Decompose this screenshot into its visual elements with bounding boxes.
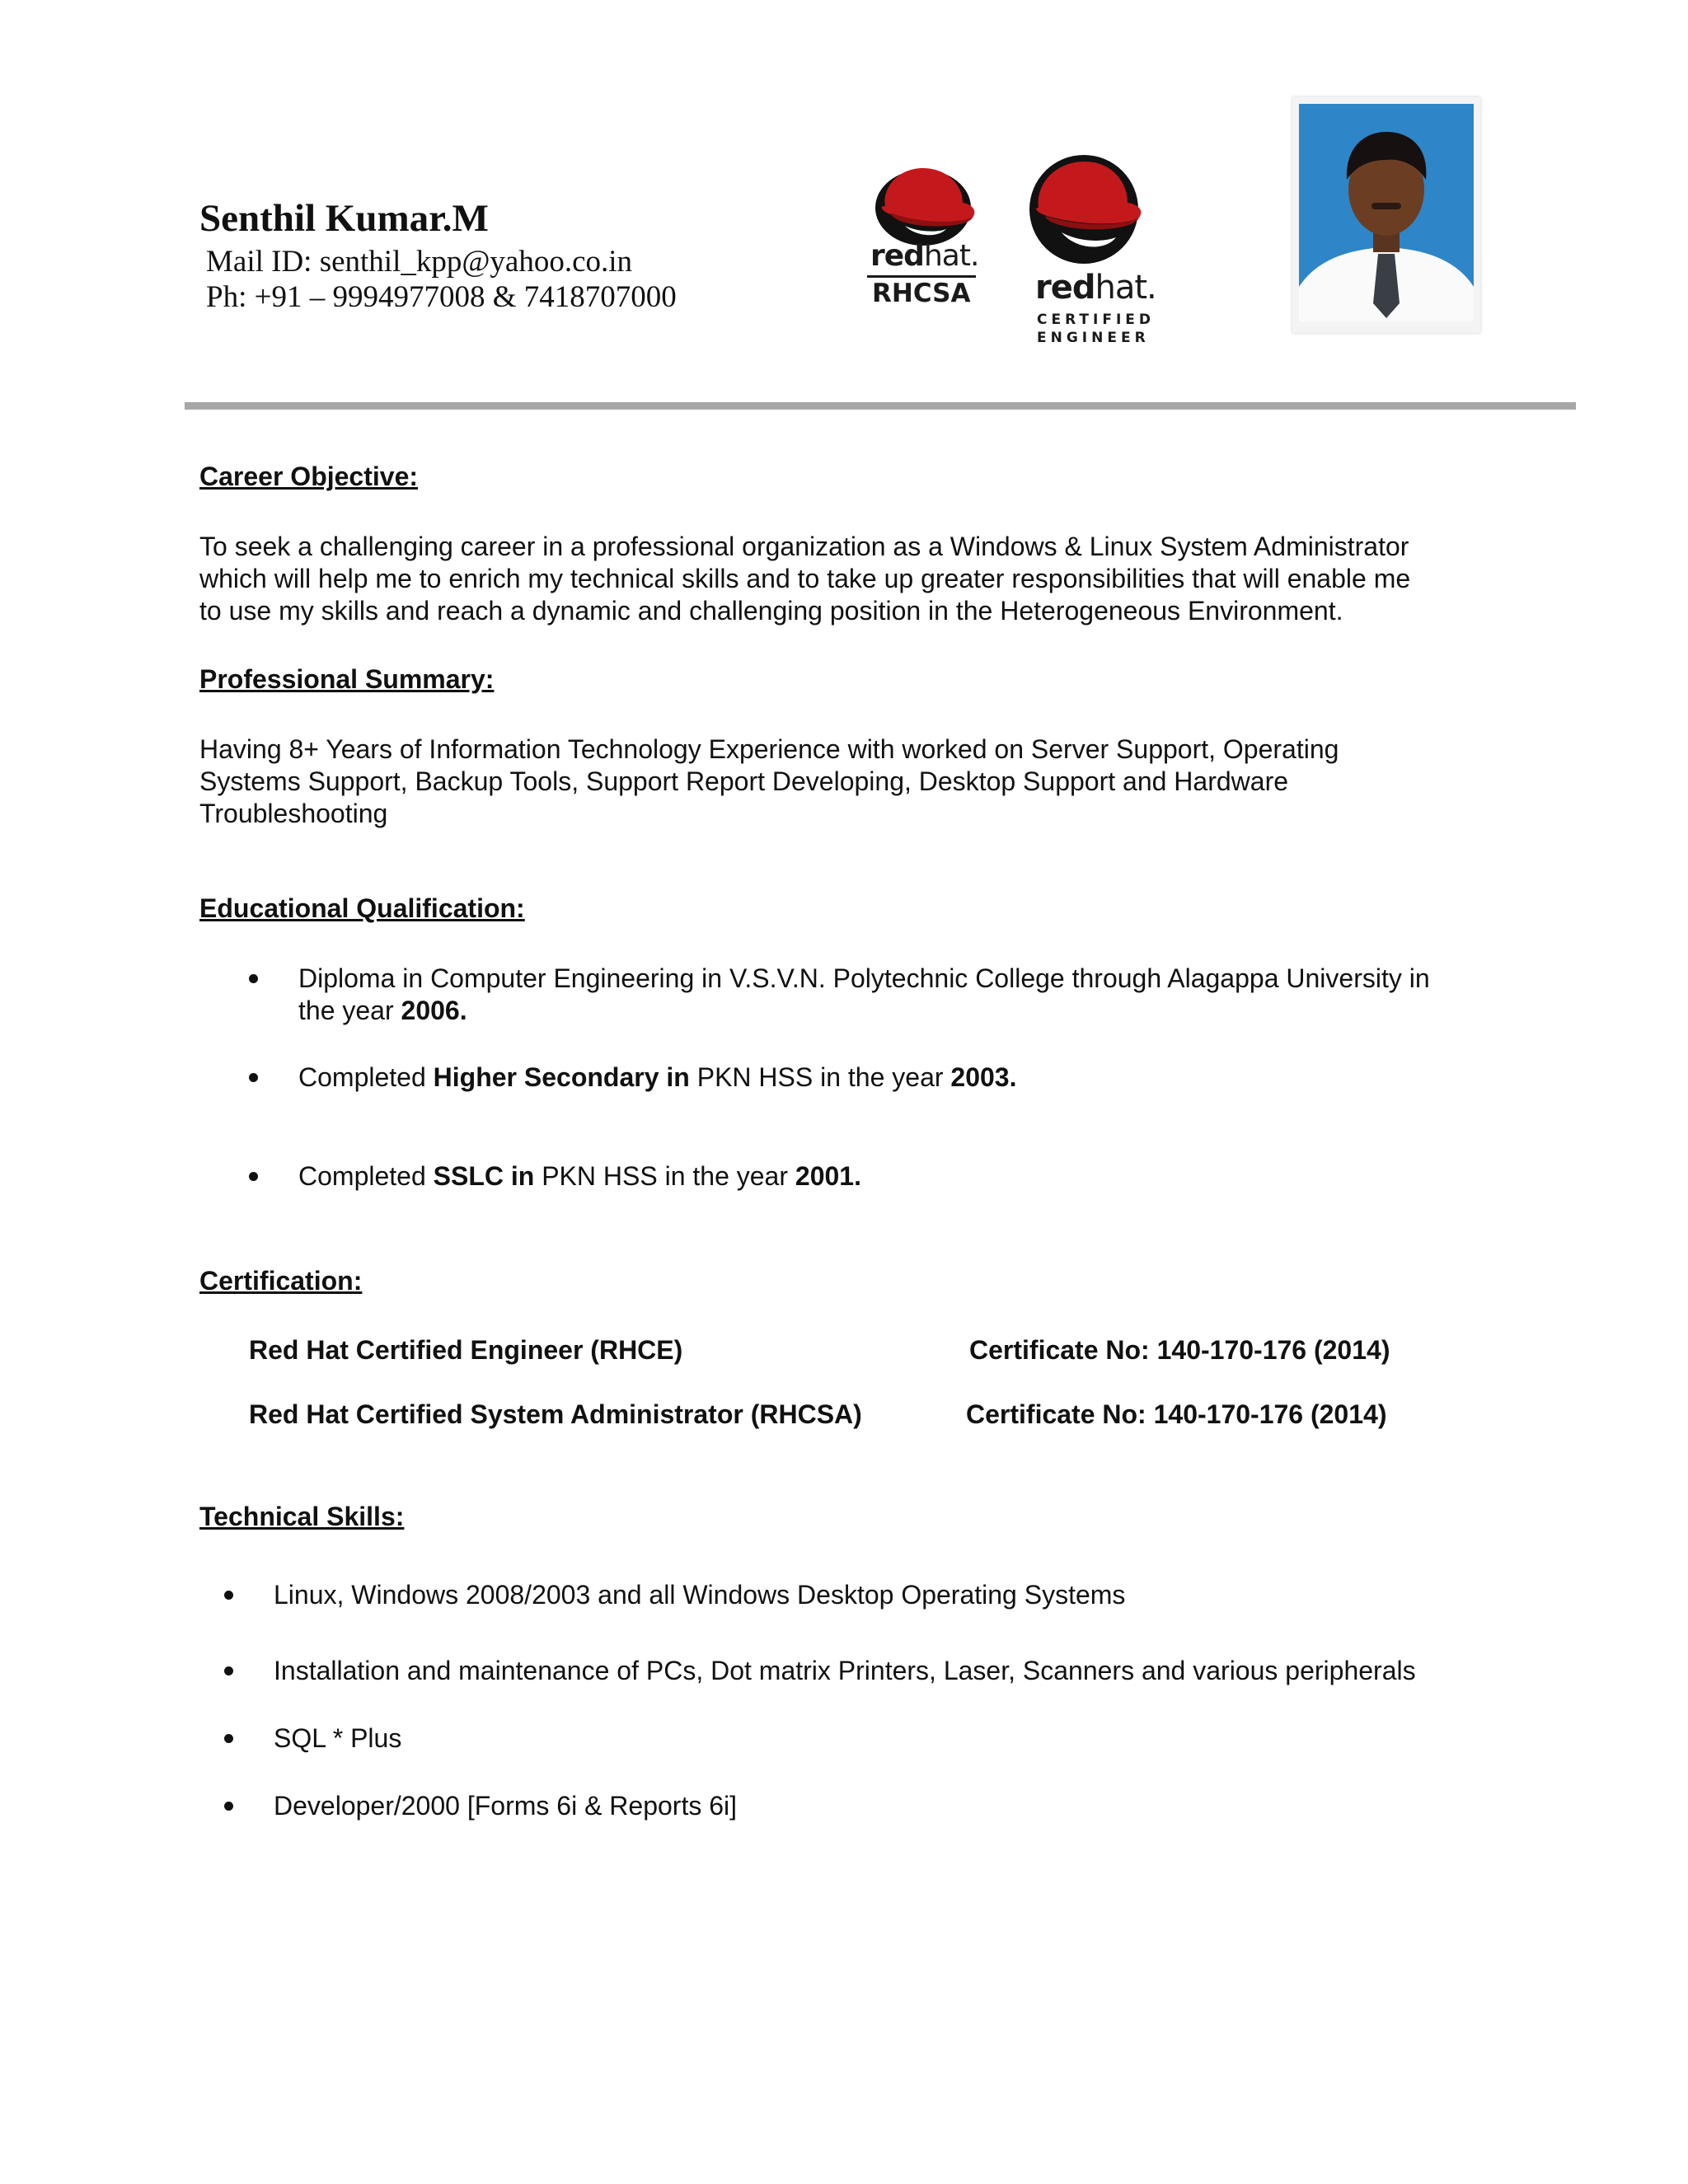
red-hat-icon xyxy=(857,157,997,247)
profile-photo-image xyxy=(1292,97,1480,333)
paragraph-line: Troubleshooting xyxy=(199,799,388,828)
bullet-icon xyxy=(249,1172,258,1181)
skill-text: Developer/2000 [Forms 6i & Reports 6i] xyxy=(274,1791,738,1821)
hsc-school: PKN HSS in the year xyxy=(689,1062,951,1092)
rhcsa-divider xyxy=(867,275,976,278)
cert-name-rhcsa: Red Hat Certified System Administrator (RHCSA) xyxy=(249,1399,862,1429)
header-divider xyxy=(185,402,1576,410)
rhcsa-brand-red: red xyxy=(870,239,924,273)
rhce-caption-certified: CERTIFIED xyxy=(1037,312,1155,328)
bullet-icon xyxy=(224,1666,233,1675)
paragraph-line: Having 8+ Years of Information Technology Experience with worked on Server Support, Operating xyxy=(199,734,1339,764)
technical-skills-heading: Technical Skills: xyxy=(199,1502,405,1531)
cert-number-rhce: Certificate No: 140-170-176 (2014) xyxy=(969,1335,1390,1365)
phone-number: Ph: +91 – 9994977008 & 7418707000 xyxy=(206,280,677,314)
education-item-sslc xyxy=(199,1160,1551,1193)
paragraph-line: which will help me to enrich my technical skills and to take up greater responsibilities that will enable me xyxy=(199,564,1411,593)
hsc-qualification: Higher Secondary in xyxy=(433,1062,690,1092)
diploma-line: Diploma in Computer Engineering in V.S.V.N. Polytechnic College through Alagappa University in xyxy=(298,963,1430,993)
education-item-hsc xyxy=(199,1062,1551,1094)
skill-text: SQL * Plus xyxy=(274,1723,402,1753)
mail-id: Mail ID: senthil_kpp@yahoo.co.in xyxy=(206,245,633,279)
rhce-caption-engineer: ENGINEER xyxy=(1037,330,1150,346)
bullet-icon xyxy=(249,1073,258,1082)
paragraph-line: To seek a challenging career in a professional organization as a Windows & Linux System Administrator xyxy=(199,532,1409,561)
bullet-icon xyxy=(224,1802,233,1811)
diploma-year: 2006. xyxy=(401,996,467,1025)
paragraph-line: to use my skills and reach a dynamic and challenging position in the Heterogeneous Environment. xyxy=(199,596,1343,626)
professional-summary-text xyxy=(199,733,1518,830)
candidate-name: Senthil Kumar.M xyxy=(199,197,489,240)
diploma-year-prefix: the year xyxy=(298,996,401,1025)
bullet-icon xyxy=(224,1734,233,1743)
certification-heading: Certification: xyxy=(199,1266,363,1296)
career-objective-heading: Career Objective: xyxy=(199,462,419,491)
hsc-prefix: Completed xyxy=(298,1062,434,1092)
education-heading: Educational Qualification: xyxy=(199,893,525,923)
skill-text: Installation and maintenance of PCs, Dot matrix Printers, Laser, Scanners and various peripherals xyxy=(274,1656,1416,1685)
red-hat-icon xyxy=(1022,152,1146,267)
career-objective-text xyxy=(199,531,1518,627)
hsc-year: 2003. xyxy=(950,1062,1017,1092)
sslc-school: PKN HSS in the year xyxy=(534,1161,795,1191)
skill-text: Linux, Windows 2008/2003 and all Windows Desktop Operating Systems xyxy=(274,1580,1126,1610)
rhce-brand-red: red xyxy=(1035,269,1095,307)
cert-name-rhce: Red Hat Certified Engineer (RHCE) xyxy=(249,1335,683,1365)
professional-summary-heading: Professional Summary: xyxy=(199,664,495,694)
profile-photo xyxy=(1292,97,1480,333)
bullet-icon xyxy=(224,1591,233,1600)
skill-item xyxy=(199,1579,1551,1611)
rhcsa-brand-hat: hat. xyxy=(923,239,979,273)
bullet-icon xyxy=(249,974,258,983)
paragraph-line: Systems Support, Backup Tools, Support Report Developing, Desktop Support and Hardware xyxy=(199,766,1289,796)
rhce-brand-hat: hat. xyxy=(1095,269,1156,307)
rhce-logo xyxy=(1022,152,1162,349)
sslc-prefix: Completed xyxy=(298,1161,434,1191)
sslc-year: 2001. xyxy=(795,1161,861,1191)
education-item-diploma xyxy=(199,963,1551,1027)
cert-number-rhcsa: Certificate No: 140-170-176 (2014) xyxy=(966,1399,1387,1429)
rhcsa-caption: RHCSA xyxy=(872,279,971,308)
skill-item xyxy=(199,1655,1551,1687)
sslc-qualification: SSLC in xyxy=(433,1161,535,1191)
skill-item xyxy=(199,1790,1551,1822)
skill-item xyxy=(199,1722,1551,1755)
rhcsa-logo xyxy=(857,157,997,321)
